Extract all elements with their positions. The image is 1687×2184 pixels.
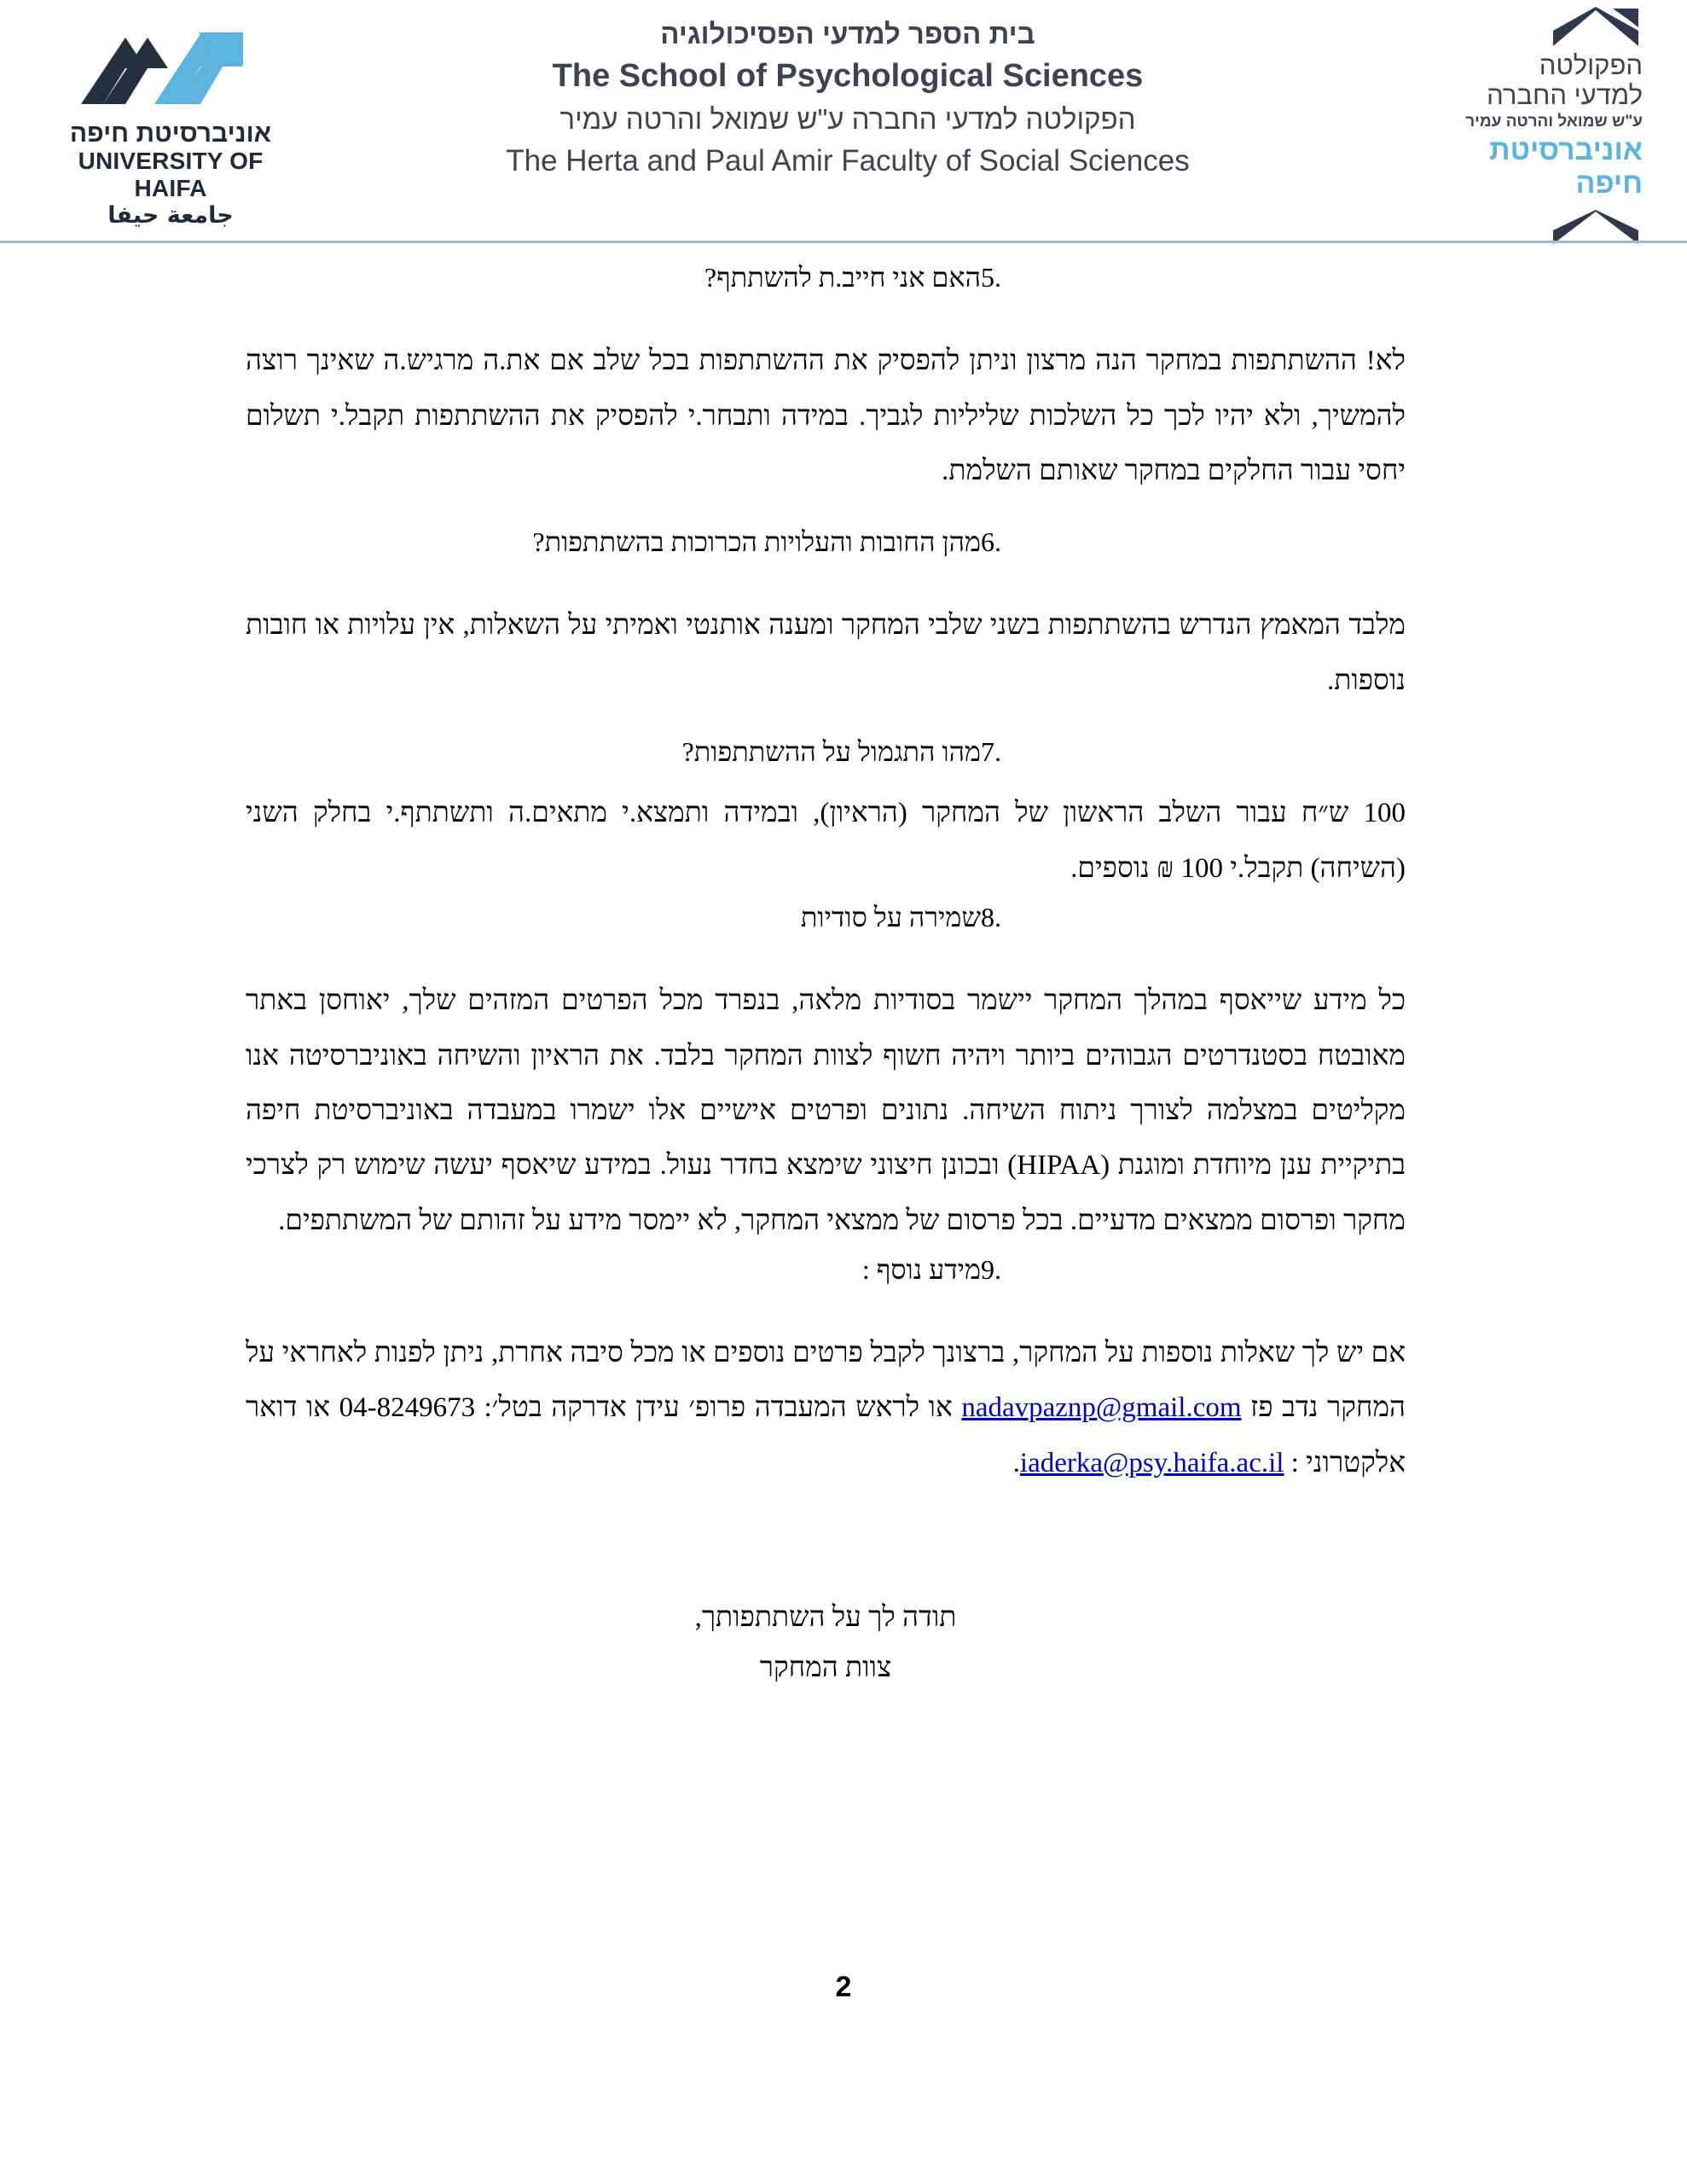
section-heading-9 (246, 1248, 1406, 1292)
university-of-haifa-logo (0, 0, 290, 230)
letterhead (0, 0, 1687, 239)
school-name-hebrew: בית הספר למדעי הפסיכולוגיה (660, 18, 1035, 49)
faculty-logo-line2: למדעי החברה (1487, 79, 1643, 110)
contact-text-lead: אם יש לך שאלות נוספות על המחקר, ברצונך לקבל פרטים נוספים או מכל סיבה אחרת, ניתן לפנות לאחראי על המחקר נדב פז (246, 1338, 1406, 1424)
section-heading-6 (246, 520, 1406, 564)
email-link-researcher[interactable]: nadavpaznp@gmail.com (961, 1392, 1242, 1424)
faculty-logo-line4: אוניברסיטת (1489, 134, 1643, 167)
section-heading-5 (246, 256, 1406, 299)
uoh-arabic-name: جامعة حيفا (107, 202, 234, 229)
faculty-name-hebrew: הפקולטה למדעי החברה ע"ש שמואל והרטה עמיר (559, 102, 1136, 135)
section-number-7: 7. (981, 736, 1001, 768)
document-body (246, 256, 1406, 1694)
section-title-7: מהו התגמול על ההשתתפות? (681, 736, 981, 768)
closing-thanks: תודה לך על השתתפותך, (694, 1602, 957, 1634)
page-number: 2 (835, 1971, 852, 2003)
contact-text-end: . (1012, 1447, 1020, 1478)
chevron-up-icon-top (1549, 7, 1643, 51)
section-number-8: 8. (981, 901, 1001, 932)
section-heading-7 (246, 730, 1406, 774)
faculty-logo-line5: חיפה (1575, 166, 1643, 200)
closing-block (246, 1593, 1406, 1694)
contact-paragraph (246, 1326, 1406, 1490)
section-title-9: מידע נוסף : (861, 1253, 981, 1285)
section-title-8: שמירה על סודיות (800, 901, 981, 932)
section-paragraph-5-1: לא! ההשתתפות במחקר הנה מרצון וניתן להפסיק את ההשתתפות בכל שלב אם את.ה מרגיש.ה שאינך רוצה להמשיך, ולא יהיו לכך כל השלכות שליליות לגביך. במידה ותבחר.י להפסיק את ההשתתפות תקבל.י תשלום יחסי עבור החלקים במחקר שאותם השלמת. (246, 346, 1406, 486)
faculty-name-english: The Herta and Paul Amir Faculty of Social Sciences (506, 143, 1190, 177)
section-number-9: 9. (981, 1253, 1001, 1285)
section-title-6: מהן החובות והעלויות הכרוכות בהשתתפות? (532, 526, 981, 558)
email-link-lab-head[interactable]: iaderka@psy.haifa.ac.il (1019, 1447, 1284, 1478)
contact-text-email-label: או דואר אלקטרוני : (246, 1392, 1406, 1478)
school-name-english: The School of Psychological Sciences (552, 57, 1144, 94)
uoh-hebrew-name: אוניברסיטת חיפה (69, 119, 272, 148)
faculty-logo-line1: הפקולטה (1539, 50, 1643, 80)
section-number-5: 5. (981, 262, 1001, 293)
section-number-6: 6. (981, 526, 1001, 558)
section-paragraph-8-1: כל מידע שייאסף במהלך המחקר יישמר בסודיות מלאה, בנפרד מכל הפרטים המזהים שלך, יאוחסן באתר מאובטח בסטנדרטים הגבוהים ביותר ויהיה חשוף לצוות המחקר בלבד. את הראיון והשיחה באוניברסיטה אנו מקליטים במצלמה לצורך ניתוח השיחה. נתונים ופרטים אישיים אלו ישמרו במעבדה באוניברסיטת חיפה בתיקיית ענן מיוחדת ומוגנת (HIPAA) ובכונן חיצוני שימצא בחדר נעול. במידע שיאסף יעשה שימוש רק לצרכי מחקר ופרסום ממצאים מדעיים. בכל פרסום של ממצאי המחקר, לא יימסר מידע על זהותם של המשתתפים. (246, 985, 1406, 1236)
university-of-haifa-chevron-mark (72, 15, 269, 111)
letterhead-center-titles (290, 0, 1406, 182)
header-divider-rule (0, 241, 1687, 243)
contact-text-middle: או לראש המעבדה פרופ׳ עידן אדרקה בטל׳: (475, 1392, 962, 1424)
section-title-5: האם אני חייב.ת להשתתף? (704, 262, 981, 293)
section-heading-8 (246, 896, 1406, 939)
spacer (246, 498, 1406, 520)
section-paragraph-6-1: מלבד המאמץ הנדרש בהשתתפות בשני שלבי המחקר ומענה אותנטי ואמיתי על השאלות, אין עלויות או חובות נוספות. (246, 610, 1406, 696)
faculty-logo-line3: ע"ש שמואל והרטה עמיר (1465, 113, 1643, 131)
spacer (246, 708, 1406, 730)
contact-phone: 04-8249673 (339, 1392, 476, 1424)
uoh-english-name: UNIVERSITY OF HAIFA (78, 148, 264, 202)
closing-team: צוות המחקר (759, 1653, 892, 1684)
section-paragraph-7-1: 100 ש״ח עבור השלב הראשון של המחקר (הראיון), ובמידה ותמצא.י מתאים.ה ותשתתף.י בחלק השני (השיחה) תקבל.י 100 ₪ נוספים. (246, 798, 1406, 884)
faculty-of-social-sciences-logo (1406, 0, 1687, 246)
